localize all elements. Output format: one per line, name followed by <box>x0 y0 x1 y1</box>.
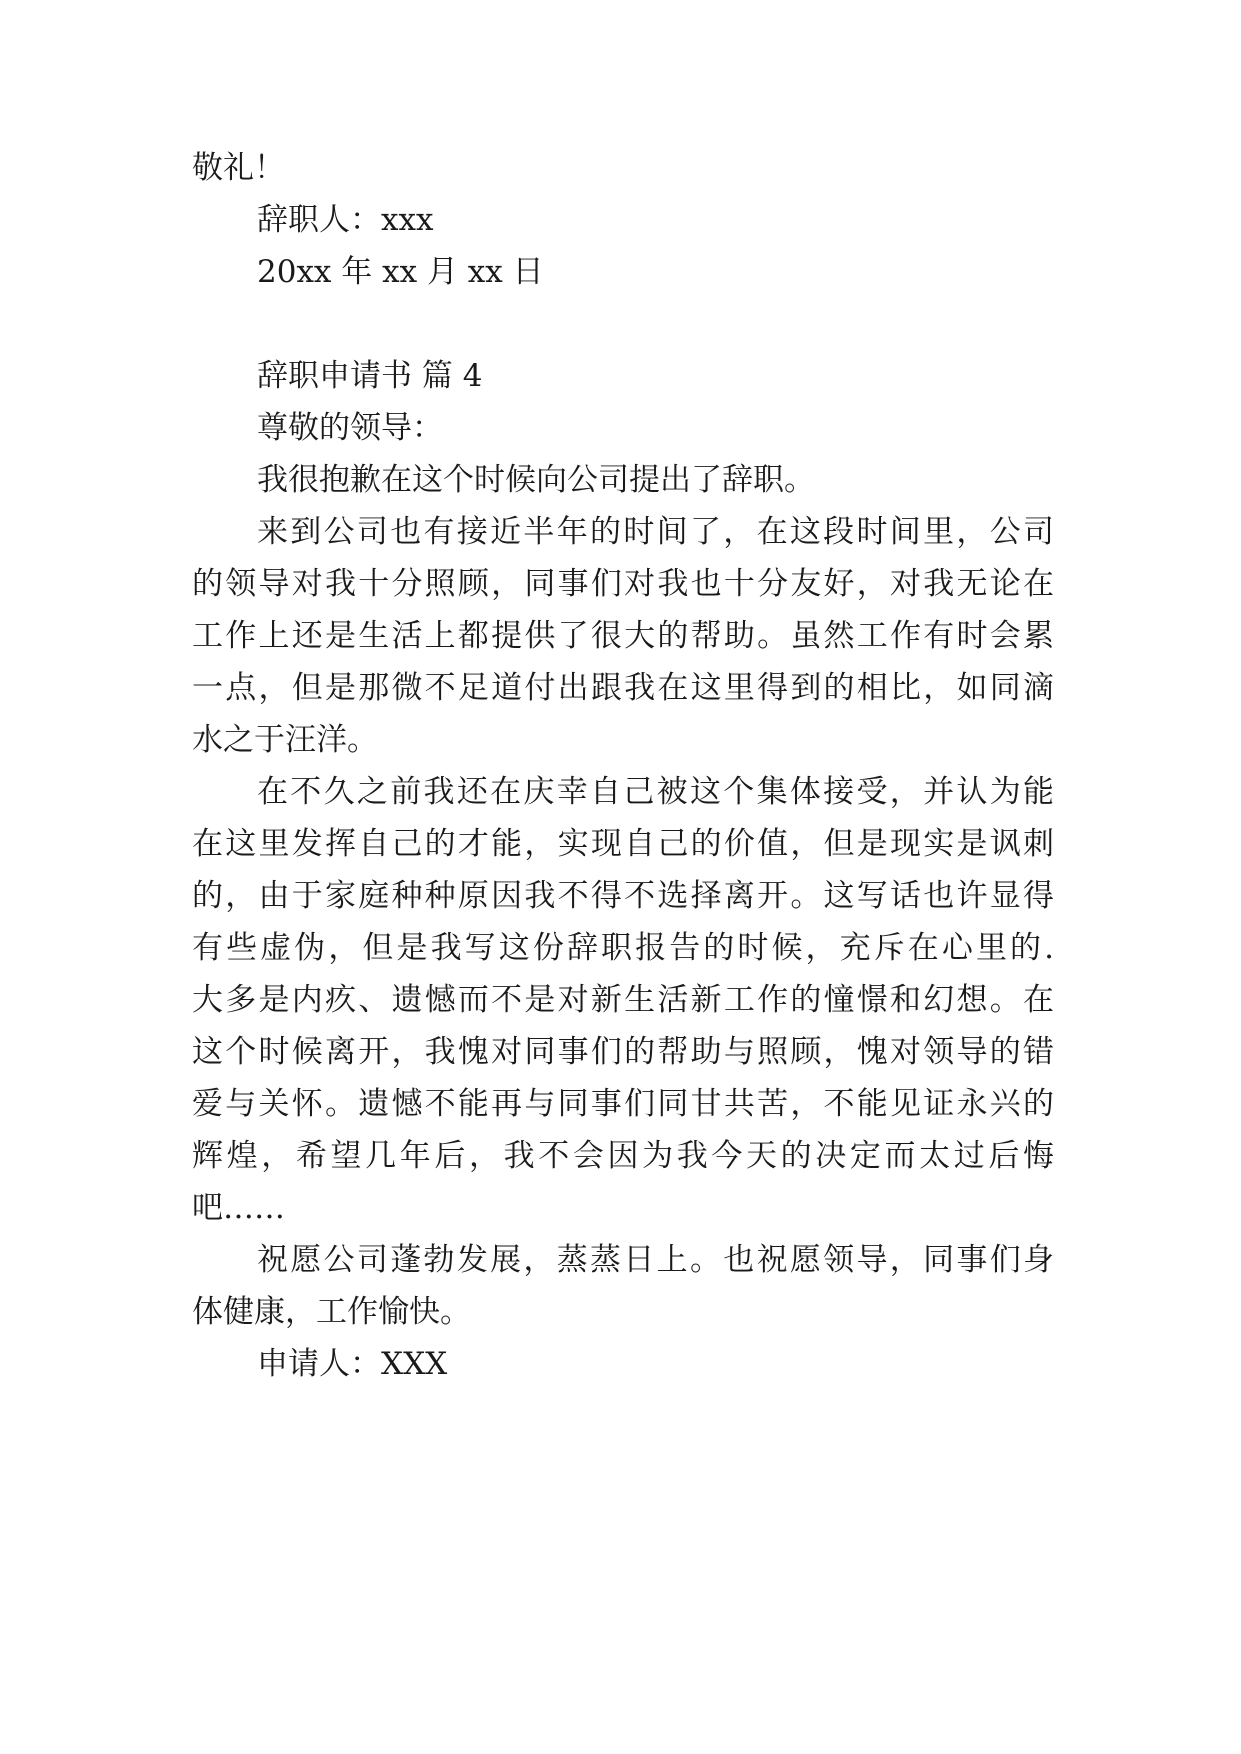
paragraph-3-line: 爱与关怀。遗憾不能再与同事们同甘共苦，不能见证永兴的 <box>192 1086 1054 1122</box>
paragraph-4-line: 体健康，工作愉快。 <box>192 1294 471 1330</box>
paragraph-3-line: 辉煌，希望几年后，我不会因为我今天的决定而太过后悔 <box>192 1138 1054 1174</box>
previous-date: 20xx 年 xx 月 xx 日 <box>257 254 544 290</box>
applicant-signer: 申请人：XXX <box>257 1346 448 1382</box>
paragraph-4-line: 祝愿公司蓬勃发展，蒸蒸日上。也祝愿领导，同事们身 <box>257 1242 1054 1278</box>
paragraph-3-line: 的，由于家庭种种原因我不得不选择离开。这写话也许显得 <box>192 878 1054 914</box>
paragraph-2-line: 一点，但是那微不足道付出跟我在这里得到的相比，如同滴 <box>192 670 1054 706</box>
paragraph-2-line: 的领导对我十分照顾，同事们对我也十分友好，对我无论在 <box>192 566 1054 602</box>
paragraph-3-line: 吧…… <box>192 1190 285 1226</box>
paragraph-2-line: 水之于汪洋。 <box>192 722 378 758</box>
paragraph-2-line: 来到公司也有接近半年的时间了，在这段时间里，公司 <box>257 514 1054 550</box>
paragraph-2-line: 工作上还是生活上都提供了很大的帮助。虽然工作有时会累 <box>192 618 1054 654</box>
paragraph-3-line: 这个时候离开，我愧对同事们的帮助与照顾，愧对领导的错 <box>192 1034 1054 1070</box>
section-heading: 辞职申请书 篇 4 <box>257 358 483 394</box>
greeting: 尊敬的领导： <box>257 410 443 446</box>
paragraph-3-line: 大多是内疚、遗憾而不是对新生活新工作的憧憬和幻想。在 <box>192 982 1054 1018</box>
closing-salute: 敬礼！ <box>192 150 285 186</box>
paragraph-3-line: 在不久之前我还在庆幸自己被这个集体接受，并认为能 <box>257 774 1054 810</box>
paragraph-3-line: 在这里发挥自己的才能，实现自己的价值，但是现实是讽刺 <box>192 826 1054 862</box>
previous-signer: 辞职人：xxx <box>257 202 434 238</box>
paragraph-1-line: 我很抱歉在这个时候向公司提出了辞职。 <box>257 462 815 498</box>
paragraph-3-line: 有些虚伪，但是我写这份辞职报告的时候，充斥在心里的. <box>192 930 1054 966</box>
